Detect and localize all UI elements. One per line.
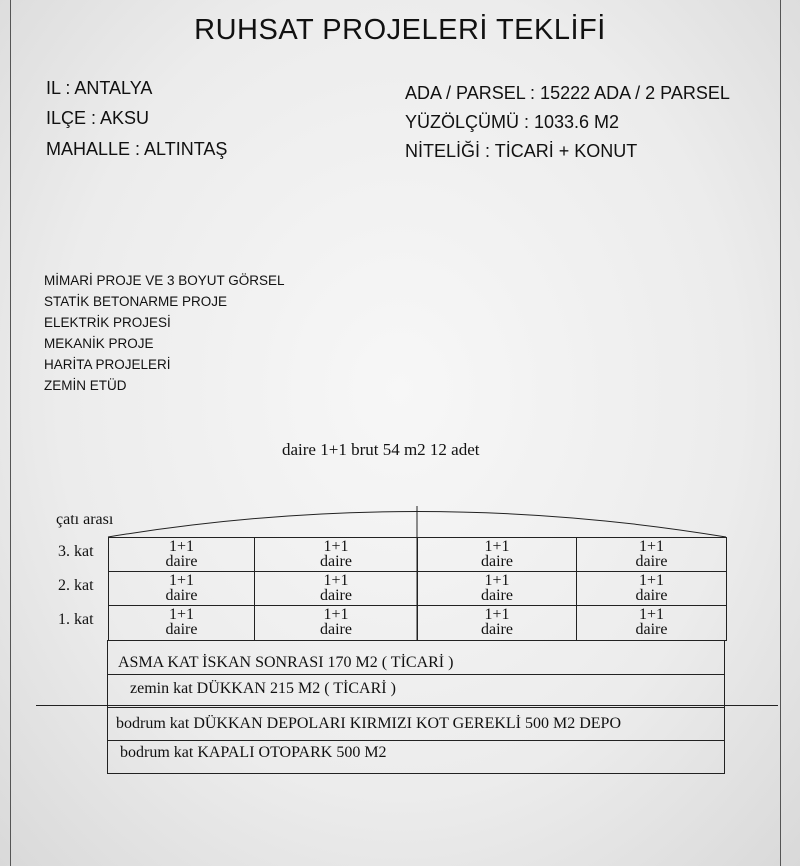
- unit-label: daire: [635, 621, 668, 638]
- apartment-unit: [255, 606, 418, 641]
- project-item: STATİK BETONARME PROJE: [44, 294, 228, 309]
- unit-label: daire: [165, 553, 198, 570]
- band-zemin-kat: zemin kat DÜKKAN 215 M2 ( TİCARİ ): [107, 674, 725, 708]
- floor-label-1: 1. kat: [58, 611, 94, 628]
- apartment-unit: [418, 538, 577, 572]
- mahalle-field: MAHALLE : ALTINTAŞ: [46, 139, 228, 159]
- unit-type: 1+1: [638, 572, 665, 589]
- apartment-grid: [108, 537, 727, 641]
- apartment-unit: [109, 538, 255, 572]
- apartment-unit: [577, 606, 727, 641]
- niteligi-field: NİTELİĞİ : TİCARİ + KONUT: [405, 141, 638, 161]
- ground-level-line: [36, 705, 778, 706]
- project-item: HARİTA PROJELERİ: [44, 357, 171, 372]
- ilce-field: ILÇE : AKSU: [46, 108, 150, 128]
- floor-label-2: 2. kat: [58, 577, 94, 594]
- document-title: RUHSAT PROJELERİ TEKLİFİ: [194, 14, 606, 46]
- band-bodrum-otopark: bodrum kat KAPALI OTOPARK 500 M2: [107, 740, 725, 774]
- apartment-unit: [255, 538, 418, 572]
- unit-label: daire: [320, 587, 352, 604]
- unit-summary: daire 1+1 brut 54 m2 12 adet: [282, 440, 480, 459]
- unit-type: 1+1: [484, 538, 510, 555]
- unit-type: 1+1: [323, 538, 349, 555]
- apartment-unit: [418, 606, 577, 641]
- unit-label: daire: [320, 553, 352, 570]
- project-item: MEKANİK PROJE: [44, 336, 154, 351]
- yuzolcumu-field: YÜZÖLÇÜMÜ : 1033.6 M2: [405, 112, 620, 132]
- apartment-unit: [255, 572, 418, 606]
- floor-label-3: 3. kat: [58, 543, 94, 560]
- unit-type: 1+1: [168, 538, 195, 555]
- apartment-unit: [109, 572, 255, 606]
- unit-type: 1+1: [484, 606, 510, 623]
- unit-type: 1+1: [168, 572, 195, 589]
- unit-label: daire: [481, 587, 513, 604]
- band-asma-kat: ASMA KAT İSKAN SONRASI 170 M2 ( TİCARİ ): [107, 640, 725, 675]
- apartment-unit: [109, 606, 255, 641]
- unit-type: 1+1: [484, 572, 510, 589]
- il-field: IL : ANTALYA: [46, 78, 153, 98]
- unit-label: daire: [635, 587, 668, 604]
- unit-label: daire: [481, 553, 513, 570]
- unit-type: 1+1: [168, 606, 195, 623]
- unit-label: daire: [320, 621, 352, 638]
- ada-parsel-field: ADA / PARSEL : 15222 ADA / 2 PARSEL: [405, 83, 730, 103]
- apartment-unit: [418, 572, 577, 606]
- apartment-unit: [577, 538, 727, 572]
- apartment-unit: [577, 572, 727, 606]
- unit-label: daire: [165, 621, 198, 638]
- unit-label: daire: [481, 621, 513, 638]
- project-item: ELEKTRİK PROJESİ: [44, 315, 171, 330]
- unit-type: 1+1: [323, 606, 349, 623]
- project-item: ZEMİN ETÜD: [44, 378, 127, 393]
- unit-type: 1+1: [638, 538, 665, 555]
- band-bodrum-depo: bodrum kat DÜKKAN DEPOLARI KIRMIZI KOT GEREKLİ 500 M2 DEPO: [107, 707, 725, 741]
- unit-label: daire: [635, 553, 668, 570]
- floor-label-roof: çatı arası: [56, 511, 114, 528]
- unit-label: daire: [165, 587, 198, 604]
- unit-type: 1+1: [638, 606, 665, 623]
- unit-type: 1+1: [323, 572, 349, 589]
- project-item: MİMARİ PROJE VE 3 BOYUT GÖRSEL: [44, 273, 285, 288]
